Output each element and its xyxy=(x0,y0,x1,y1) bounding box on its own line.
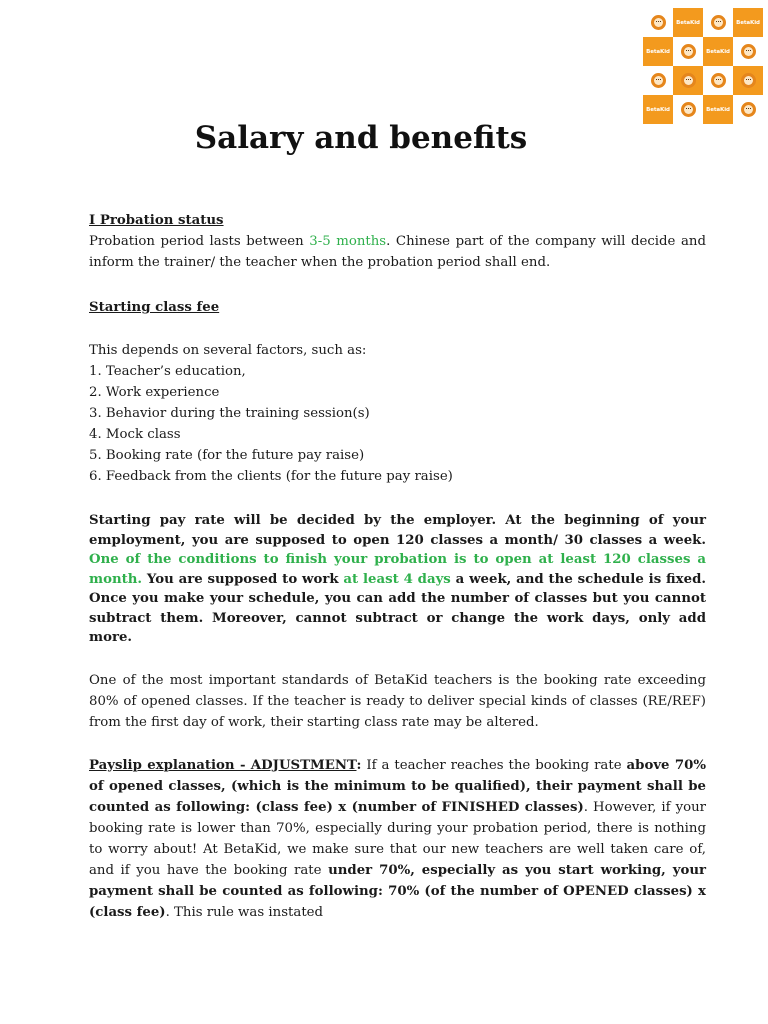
logo-tile: BetaKid xyxy=(643,95,673,124)
logo-tile: BetaKid xyxy=(643,37,673,66)
mascot-icon xyxy=(741,102,756,117)
starting-fee-heading: Starting class fee xyxy=(89,300,220,315)
payslip-paragraph: Payslip explanation - ADJUSTMENT: If a teacher reaches the booking rate above 70% of opened classes, (which is the minimum to be qualified), their payment shall be counted as following: (class fee) x (number of FINISHED classes). However, if your booking rate is lower than 70%, especially during your probation period, there is nothing to worry about! At BetaKid, we make sure that our new teachers are well taken care of, and if you have the booking rate under 70%, especially as you start working, your payment shall be counted as following: 70% (of the number of OPENED classes) x (class fee). This rule was instated xyxy=(89,757,707,920)
factors-intro: This depends on several factors, such as: xyxy=(89,343,367,358)
work-days-condition: at least 4 days xyxy=(343,571,451,587)
standards-paragraph: One of the most important standards of BetaKid teachers is the booking rate exceeding 80% of opened classes. If the teacher is ready to deliver special kinds of classes (RE/REF) from the first day of work, their starting class rate may be altered. xyxy=(89,672,706,730)
logo-tile: BetaKid xyxy=(733,8,763,37)
betakid-logo xyxy=(643,8,763,124)
logo-tile xyxy=(733,95,763,124)
probation-duration: 3-5 months xyxy=(309,234,387,249)
logo-tile xyxy=(703,66,733,95)
list-item: 1. Teacher’s education, xyxy=(89,364,246,379)
logo-tile: BetaKid xyxy=(673,8,703,37)
probation-text: Probation period lasts between 3-5 months. Chinese part of the company will decide and inform the trainer/ the teacher when the probation period shall end. xyxy=(89,234,706,270)
logo-tile: BetaKid xyxy=(703,95,733,124)
list-item: 6. Feedback from the clients (for the future pay raise) xyxy=(89,469,453,484)
logo-tile xyxy=(733,37,763,66)
page-title: Salary and benefits xyxy=(194,120,528,156)
mascot-icon xyxy=(711,73,726,88)
list-item: 2. Work experience xyxy=(89,385,220,400)
mascot-icon xyxy=(651,15,666,30)
logo-tile xyxy=(643,8,673,37)
mascot-icon xyxy=(681,44,696,59)
list-item: 5. Booking rate (for the future pay raise) xyxy=(89,448,365,463)
mascot-icon xyxy=(681,102,696,117)
pay-rate-paragraph: Starting pay rate will be decided by the employer. At the beginning of your employment, you are supposed to open 120 classes a month/ 30 classes a week. One of the conditions to finish your probation is to open at least 120 classes a month. You are supposed to work at least 4 days a week, and the schedule is fixed. Once you make your schedule, you can add the number of classes but you cannot subtract them. Moreover, cannot subtract or change the work days, only add more. xyxy=(89,513,706,645)
logo-tile xyxy=(703,8,733,37)
payslip-label: Payslip explanation - ADJUSTMENT xyxy=(89,757,357,773)
logo-tile: BetaKid xyxy=(703,37,733,66)
mascot-icon xyxy=(711,15,726,30)
document-body xyxy=(89,210,706,923)
mascot-icon xyxy=(681,73,696,88)
logo-tile xyxy=(643,66,673,95)
logo-tile xyxy=(673,37,703,66)
logo-tile xyxy=(673,66,703,95)
list-item: 3. Behavior during the training session(s) xyxy=(89,406,370,421)
mascot-icon xyxy=(741,73,756,88)
probation-heading: I Probation status xyxy=(89,213,224,228)
factors-list xyxy=(89,361,706,487)
logo-tile xyxy=(733,66,763,95)
mascot-icon xyxy=(651,73,666,88)
probation-condition: One of the conditions to finish your probation is to open at least 120 classes a month. xyxy=(89,552,706,587)
list-item: 4. Mock class xyxy=(89,427,181,442)
mascot-icon xyxy=(741,44,756,59)
